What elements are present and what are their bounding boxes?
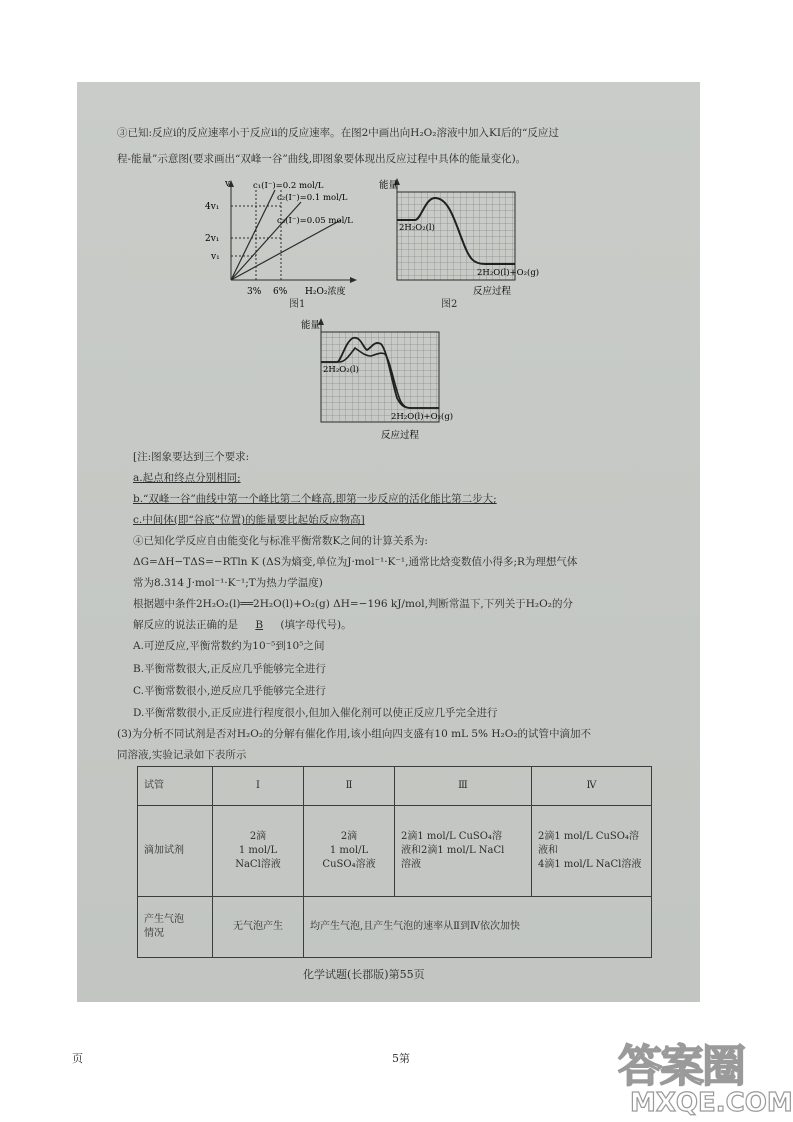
fig2-caption: 图2 — [441, 299, 458, 310]
option-b: B.平衡常数很大,正反应几乎能够完全进行 — [133, 663, 326, 675]
cell-reagent-2: 2滴 1 mol/L CuSO₄溶液 — [304, 806, 395, 897]
table-header-row — [138, 767, 652, 806]
q3-intro-line1: ③已知:反应ⅰ的反应速率小于反应ⅱ的反应速率。在图2中画出向H₂O₂溶液中加入KI后的“反应过 — [117, 127, 559, 139]
part3-line1: (3)为分析不同试剂是否对H₂O₂的分解有催化作用,该小组向四支盛有10 mL 5% H₂O₂的试管中滴加不 — [117, 728, 592, 740]
fig1-series-1 — [231, 190, 275, 280]
fig1-x-axis: H₂O₂浓度 — [305, 287, 346, 297]
q4-line4: 根据题中条件2H₂O₂(l)══2H₂O(l)+O₂(g) ΔH=−196 kJ/mol,判断常温下,下列关于H₂O₂的分 — [133, 598, 573, 610]
cell-reagent-4: 2滴1 mol/L CuSO₄溶液和 4滴1 mol/L NaCl溶液 — [532, 806, 652, 897]
note-heading: [注:图象要达到三个要求: — [133, 451, 250, 463]
scanned-page-photo — [77, 82, 700, 1002]
table-row-reagent — [138, 806, 652, 897]
q4-line3: 常为8.314 J·mol⁻¹·K⁻¹;T为热力学温度) — [133, 577, 323, 589]
fig3-y-axis: 能量 — [301, 320, 321, 331]
table-row-bubbles — [138, 897, 652, 958]
q4-line5-suffix: (填字母代号)。 — [280, 619, 352, 631]
row-label-reagent: 滴加试剂 — [138, 806, 213, 897]
cell-bubbles-2-4: 均产生气泡,且产生气泡的速率从Ⅱ到Ⅳ依次加快 — [304, 897, 652, 958]
figure-2-energy-chart — [369, 178, 540, 298]
option-c: C.平衡常数很小,逆反应几乎能够完全进行 — [133, 685, 326, 697]
fig1-series-label-1: c₁(I⁻)=0.2 mol/L — [253, 181, 324, 191]
q4-line5-text: 解反应的说法正确的是 — [133, 619, 238, 631]
note-a: a.起点和终点分别相同; — [133, 472, 241, 484]
option-a: A.可逆反应,平衡常数约为10⁻⁵到10⁵之间 — [133, 640, 325, 652]
fig1-series-3 — [231, 220, 341, 280]
q3-intro-line2: 程-能量”示意图(要求画出“双峰一谷”曲线,即图象要体现出反应过程中具体的能量变化)。 — [117, 153, 527, 165]
part3-line2: 同溶液,实验记录如下表所示 — [117, 749, 247, 761]
option-d: D.平衡常数很小,正反应进行程度很小,但加入催化剂可以使正反应几乎完全进行 — [133, 707, 498, 719]
header-tube: 试管 — [138, 767, 213, 806]
fig2-y-axis: 能量 — [379, 180, 399, 191]
fig1-series-2 — [231, 202, 301, 280]
cell-reagent-1: 2滴 1 mol/L NaCl溶液 — [213, 806, 304, 897]
header-tube-4: Ⅳ — [532, 767, 652, 806]
q4-line1: ④已知化学反应自由能变化与标准平衡常数K之间的计算关系为: — [133, 535, 428, 547]
q4-answer: B — [255, 619, 264, 631]
fig2-start-label: 2H₂O₂(l) — [399, 223, 435, 233]
fig1-caption: 图1 — [289, 299, 306, 310]
q4-line5 — [133, 618, 352, 632]
figure-3-answer-chart — [287, 318, 454, 441]
cell-bubbles-1: 无气泡产生 — [213, 897, 304, 958]
bottom-center-text: 5第 — [392, 1052, 410, 1065]
cell-reagent-3: 2滴1 mol/L CuSO₄溶 液和2滴1 mol/L NaCl 溶液 — [395, 806, 532, 897]
watermark-url: MXQE.COM — [630, 1088, 793, 1118]
fig1-ytick-3: v₁ — [211, 252, 220, 262]
fig1-xtick-2: 6% — [273, 287, 288, 297]
experiment-record-table — [137, 766, 652, 958]
fig1-ytick-2: 2v₁ — [205, 234, 220, 244]
header-tube-3: Ⅲ — [395, 767, 532, 806]
fig3-end-label: 2H₂O(l)+O₂(g) — [391, 412, 454, 422]
watermark-logo: 答案圈 — [618, 1041, 744, 1092]
row-label-bubbles: 产生气泡 情况 — [138, 897, 213, 958]
fig3-start-label: 2H₂O₂(l) — [323, 365, 359, 375]
header-tube-1: Ⅰ — [213, 767, 304, 806]
page-footer: 化学试题(长郡版)第55页 — [303, 968, 425, 981]
figure-1-rate-chart — [189, 178, 359, 308]
note-b: b.“双峰一谷”曲线中第一个峰比第二个峰高,即第一步反应的活化能比第二步大; — [133, 493, 497, 505]
fig2-x-axis: 反应过程 — [473, 286, 512, 297]
fig1-xtick-1: 3% — [247, 287, 262, 297]
fig2-end-label: 2H₂O(l)+O₂(g) — [477, 268, 540, 278]
fig1-y-axis: v — [225, 179, 231, 189]
header-tube-2: Ⅱ — [304, 767, 395, 806]
q4-line2: ΔG=ΔH−TΔS=−RTln K (ΔS为熵变,单位为J·mol⁻¹·K⁻¹,通常比焓变数值小得多;R为理想气体 — [133, 556, 578, 568]
bottom-left-text: 页 — [72, 1052, 83, 1065]
fig1-series-label-3: c₃(I⁻)=0.05 mol/L — [277, 216, 353, 226]
fig1-ytick-1: 4v₁ — [205, 202, 220, 212]
fig1-series-label-2: c₂(I⁻)=0.1 mol/L — [277, 193, 348, 203]
fig3-x-axis: 反应过程 — [381, 430, 420, 441]
note-c: c.中间体(即“谷底”位置)的能量要比起始反应物高] — [133, 514, 365, 526]
